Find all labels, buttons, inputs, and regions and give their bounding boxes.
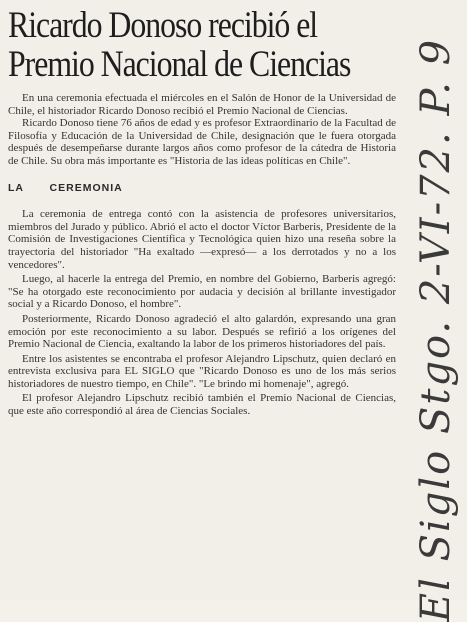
article-paragraph: Ricardo Donoso tiene 76 años de edad y es profesor Extraordinario de la Facultad de Filosofía y Educación de la Universidad de Chile, designación que le fuera otorgada después de desempeñarse durante largos años como profesor de la cátedra de Historia de Chile. Su obra más importante es "Historia de las ideas políticas en Chile".: [8, 117, 396, 167]
article-paragraph: El profesor Alejandro Lipschutz recibió también el Premio Nacional de Ciencias, que este año correspondió al área de Ciencias Sociales.: [8, 392, 396, 418]
handwritten-note-text: El Siglo Stgo. 2-VI-72. P. 9: [413, 37, 459, 622]
handwritten-source-note: [407, 37, 465, 622]
article-paragraph: En una ceremonia efectuada el miércoles en el Salón de Honor de la Universidad de Chile, el historiador Ricardo Donoso recibió el Premio Nacional de Ciencias.: [8, 92, 396, 117]
section-subhead: LA CEREMONIA: [8, 181, 123, 194]
article-paragraph: Posteriormente, Ricardo Donoso agradeció el alto galardón, expresando una gran emoción por este reconocimiento a su labor. Después se refirió a los orígenes del Premio Nacional de Ciencia, exaltando la labor de los primeros historiadores del país.: [8, 312, 396, 351]
article-paragraph: Luego, al hacerle la entrega del Premio, en nombre del Gobierno, Barberis agregó: "Se ha otorgado este reconocimiento por audacia y decisión al brillante investigador social y a Ricardo Donoso, el hombre".: [8, 273, 396, 311]
article-column: [8, 6, 396, 418]
article-paragraph: Entre los asistentes se encontraba el profesor Alejandro Lipschutz, quien declaró en entrevista exclusiva para EL SIGLO que "Ricardo Donoso es uno de los más serios historiadores de nuestro tiempo, en Chile". "Le brindo mi homenaje", agregó.: [8, 352, 396, 390]
article-headline: Ricardo Donoso recibió el Premio Nacional de Ciencias: [8, 5, 351, 85]
article-body: [8, 92, 396, 418]
article-paragraph: La ceremonia de entrega contó con la asistencia de profesores universitarios, miembros del Jurado y público. Abrió el acto el doctor Víctor Barberis, Presidente de la Comisión de Investigaciones Científica y Tecnológica quien hizo una reseña sobre la trayectoria del historiador "Ha exaltado —expresó— a los derrotados y no a los vencedores".: [8, 208, 396, 271]
